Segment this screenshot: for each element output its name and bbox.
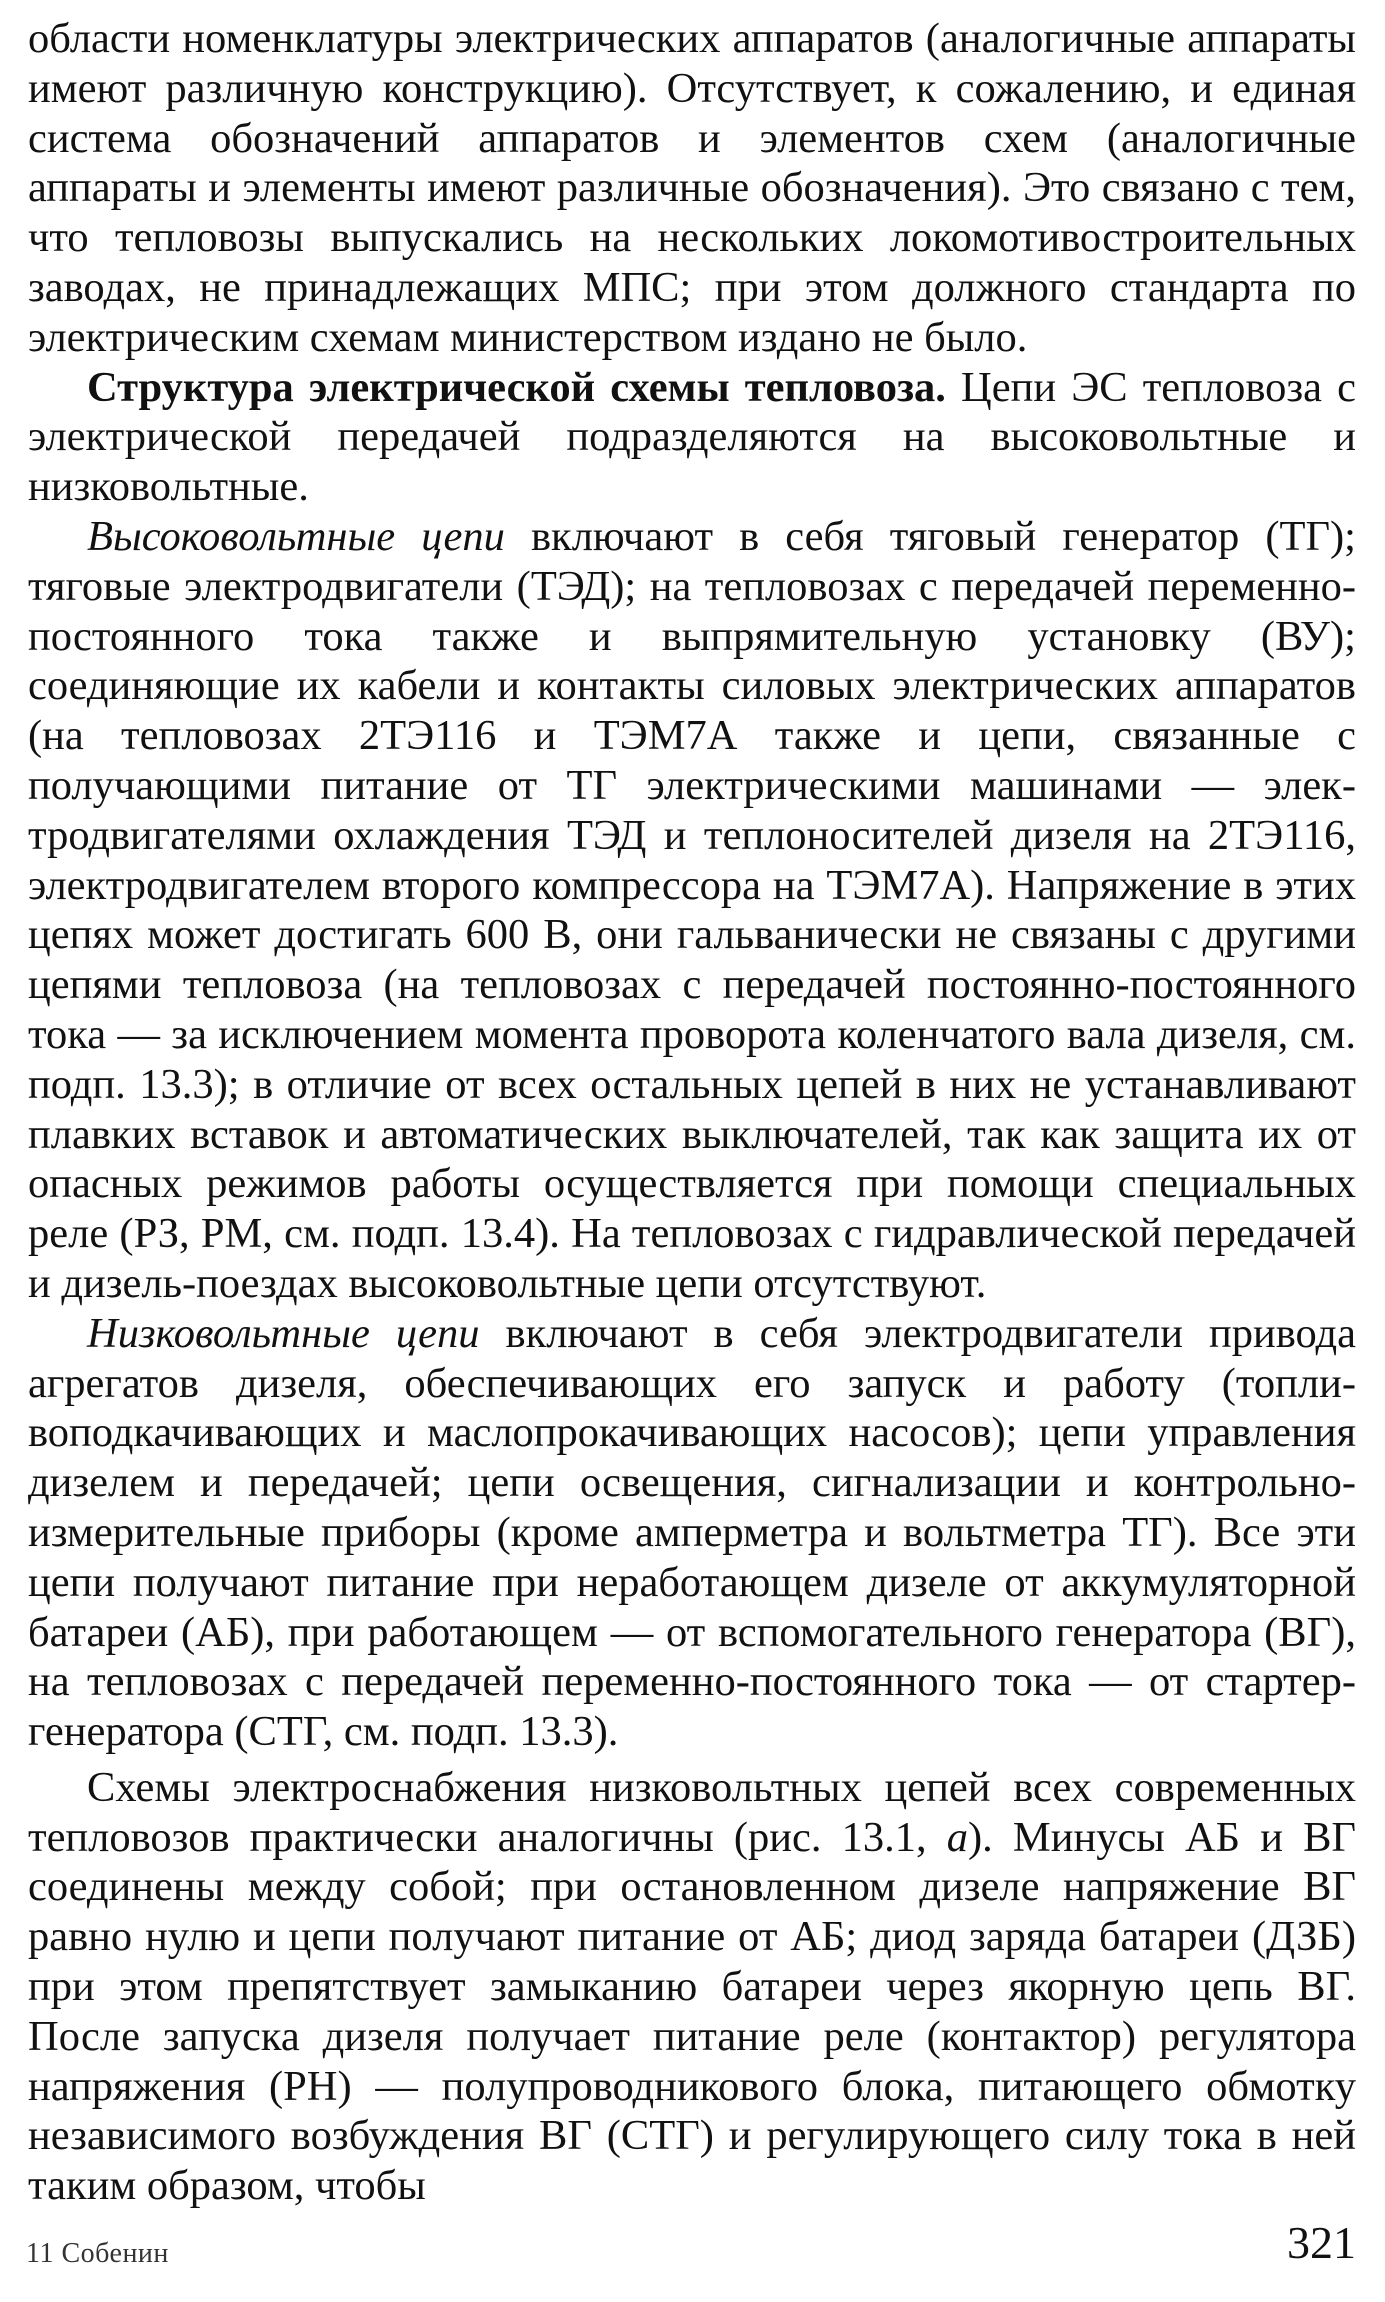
section-heading: Структура электрической схемы тепловоза. <box>87 363 946 411</box>
intro-paragraph <box>28 14 1356 363</box>
section-text: Цепи ЭС тепловоза с электрической передачей подразделяются на высоковольтные и низковольтные. <box>28 363 1356 511</box>
high-voltage-term: Высоковольтные цепи <box>87 512 505 560</box>
low-voltage-text: включают в себя электродвигатели привода агрегатов дизеля, обеспечивающих его запуск и работу (топливоподкачивающих и маслопрокачивающих насосов); цепи управления дизелем и передачей; цепи освещения, сигнализации и контрольно-измерительные приборы (кроме амперметра и вольтметра ТГ). Все эти цепи получают питание при неработающем дизеле от аккумуляторной батареи (АБ), при работающем — от вспомогательного генератора (ВГ), на тепловозах с передачей переменно-постоянного тока — от стартер-генератора (СТГ, см. подп. 13.3). <box>28 1309 1356 1756</box>
structure-paragraph <box>28 363 1356 512</box>
page-number: 321 <box>1287 2217 1356 2268</box>
low-voltage-term: Низковольтные цепи <box>87 1309 480 1357</box>
page-footer <box>0 2212 1385 2282</box>
high-voltage-text: включают в себя тяговый генератор (ТГ); тяговые электродвигатели (ТЭД); на тепловозах с передачей переменно-постоянного тока также и выпрямительную установку (ВУ); соединяющие их кабели и контакты силовых электрических аппаратов (на тепловозах 2ТЭ116 и ТЭМ7А также и цепи, связанные с получающими питание от ТГ электрическими машинами — электродвигателями охлаждения ТЭД и теплоносителей дизеля на 2ТЭ116, электродвигателем второго компрессора на ТЭМ7А). Напряжение в этих цепях может достигать 600 В, они гальванически не связаны с другими цепями тепловоза (на тепловозах с передачей постоянно-постоянного тока — за исключением момента проворота коленчатого вала дизеля, см. подп. 13.3); в отличие от всех остальных цепей в них не устанавливают плавких вставок и автоматических выключателей, так как защита их от опасных режимов работы осуществляется при помощи специальных реле (РЗ, РМ, см. подп. 13.4). На тепловозах с гидравлической передачей и дизель-поездах высоковольтные цепи отсутствуют. <box>28 512 1356 1307</box>
supply-paragraph <box>28 1763 1356 2211</box>
low-voltage-paragraph <box>28 1309 1356 1757</box>
printer-signature: 11 Собенин <box>26 2238 169 2269</box>
high-voltage-paragraph <box>28 512 1356 1309</box>
page-body <box>28 14 1356 2211</box>
supply-text-end: ). Минусы АБ и ВГ соединены между собой; при остановленном дизеле напряжение ВГ равно нулю и цепи получают питание от АБ; диод заряда батареи (ДЗБ) при этом препятствует замыканию батареи через якорную цепь ВГ. После запуска дизеля получает питание реле (контактор) регулятора напряжения (РН) — полупроводникового блока, питающего обмотку независимого возбуждения ВГ (СТГ) и регулирующего силу тока в ней таким образом, чтобы <box>28 1813 1357 2210</box>
supply-text-start: Схемы электроснабжения низковольтных цепей всех современных тепловозов практически аналогичны (рис. 13.1, <box>28 1763 1356 1861</box>
figure-letter: а <box>946 1813 969 1861</box>
intro-text: области номенклатуры электрических аппаратов (аналогичные аппараты имеют различную конструкцию). Отсутствует, к сожалению, и единая система обозначений аппаратов и элементов схем (аналогичные аппараты и элементы имеют различные обозначения). Это связано с тем, что тепловозы выпускались на нескольких локомотивостроительных заводах, не принадлежащих МПС; при этом должного стандарта по электрическим схемам министерством издано не было. <box>28 15 1356 361</box>
